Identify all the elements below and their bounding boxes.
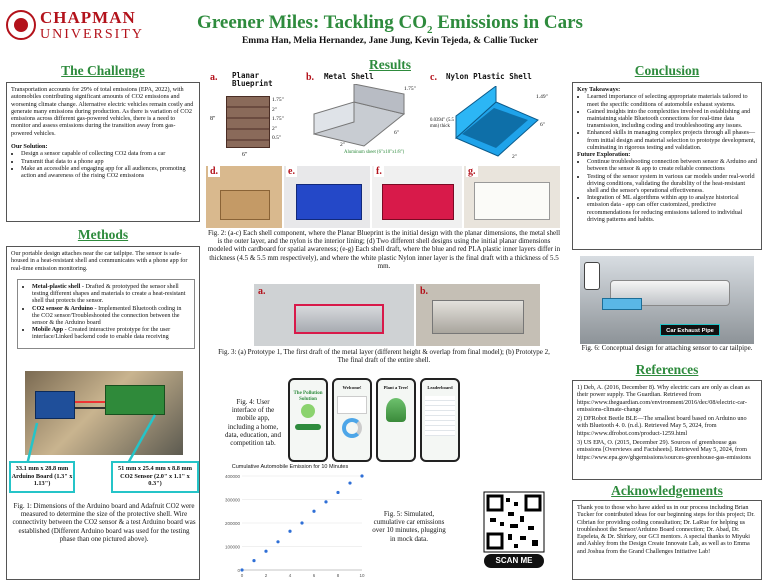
logo-line1: CHAPMAN xyxy=(40,8,136,27)
scan-me-button[interactable]: SCAN ME xyxy=(484,554,544,568)
future-list xyxy=(577,158,757,223)
methods-box xyxy=(6,246,200,580)
fig4-caption: Fig. 4: User interface of the mobile app, including a home, data, education, and competition tab. xyxy=(225,398,281,448)
x-tick-label: 6 xyxy=(312,573,316,578)
data-point xyxy=(288,530,291,533)
phone-title: Welcome! xyxy=(342,385,362,390)
app-screen-education xyxy=(376,378,416,462)
fig3-b-label: b. xyxy=(420,286,429,297)
sensor-dimension-label: 51 mm x 25.4 mm x 8.8 mm CO2 Sensor (2.0" x 1.1" x 0.3") xyxy=(111,461,199,493)
logo-line2: UNIVERSITY xyxy=(40,27,144,42)
fig5-caption: Fig. 5: Simulated, cumulative car emissions over 10 minutes, plugging in mock data. xyxy=(372,510,446,543)
data-point xyxy=(276,540,279,543)
data-point xyxy=(300,521,303,524)
methods-heading: Methods xyxy=(77,227,129,242)
conclusion-heading: Conclusion xyxy=(634,63,700,78)
future-item: • Integration of ML algorithms within app to analyze historical emission data - app can offer customized, predictive recommendations for reducing emissions tailored to individual driving patterns and habits. xyxy=(587,194,757,223)
emission-chart xyxy=(212,464,368,582)
data-point xyxy=(312,510,315,513)
future-item: • Continue troubleshooting connection between sensor & Arduino and between the sensor & app to create reliable connections xyxy=(587,158,757,172)
fig1-caption: Fig. 1: Dimensions of the Arduino board and Adafruit CO2 were measured to determine the size of the protective shell. Wire connectivity between the CO2 sensor & a test Arduino board was established (Different Arduino board was used for the testing phase than one pictured above). xyxy=(12,502,196,543)
solution-title: Our Solution: xyxy=(11,143,48,151)
qr-block[interactable] xyxy=(480,490,552,572)
metal-dim: 6" xyxy=(394,130,399,136)
fig2-caption: Fig. 2: (a-c) Each shell component, where the Planar Blueprint is the initial design with the planar dimensions, the metal shell is the outer layer, and the nylon is the interior lining; (d) Two different shell designs using the initial planar dimensions modeled with cardboard for spatial awareness; (e-g) Each shell draft, where the blue and red PLA plastic inner layers differ in thickness (4.5 & 5.5 mm respectively), and where the white plastic Nylon inner layer is the final draft with a thickness of 5.5 mm. xyxy=(207,229,561,270)
metal-dim: 1.75" xyxy=(404,86,416,92)
panel-e-blue-shell-photo xyxy=(284,166,370,228)
panel-f-red-shell-photo xyxy=(372,166,462,228)
panel-a-title: Planar Blueprint xyxy=(232,72,273,88)
app-screen-data xyxy=(332,378,372,462)
data-point xyxy=(336,491,339,494)
x-tick-label: 0 xyxy=(240,573,244,578)
phone-title: The Pollution Solution xyxy=(293,391,323,402)
panel-f-label: f. xyxy=(376,166,382,177)
acknowledgements-heading: Acknowledgements xyxy=(611,483,723,498)
poster-header xyxy=(0,0,768,54)
panel-a-blueprint xyxy=(208,72,300,164)
conclusion-box xyxy=(572,82,762,250)
results-heading: Results xyxy=(368,57,411,72)
challenge-body: Transportation accounts for 29% of total emissions (EPA, 2022), with automobiles contributing significant amounts of CO2 emissions and worsening climate change. Alternative electric vehicles remain costly and generate many emissions during production. As there is variation of CO2 emissions across different gas-powered vehicles, there is a need to monitor and assess emissions during the transition away from gas-powered vehicles. xyxy=(11,86,194,137)
panel-a-label: a. xyxy=(210,72,218,83)
x-tick-label: 8 xyxy=(336,573,340,578)
panel-d-cardboard-photo xyxy=(206,166,282,228)
metal-dim: 2" xyxy=(340,142,345,148)
panel-c-title: Nylon Plastic Shell xyxy=(446,72,532,81)
data-point xyxy=(252,559,255,562)
fig6-car-image xyxy=(580,256,754,344)
fig3-caption: Fig. 3: (a) Prototype 1, The first draft of the metal layer (different height & overlap from final model); (b) Prototype 2, The final draft of the entire shell. xyxy=(218,348,550,365)
chapman-logo xyxy=(6,8,144,48)
blueprint-shape xyxy=(226,96,270,148)
panel-g-white-shell-photo xyxy=(464,166,560,228)
poster-title: Greener Miles: Tackling $CO_2$ Emissions in Cars xyxy=(197,12,583,36)
app-screen-competition xyxy=(420,378,460,462)
panel-d-label: d. xyxy=(210,166,219,177)
y-tick-label: 0 xyxy=(237,567,240,573)
nylon-dim: 6" xyxy=(540,122,545,128)
key-title: Key Takeaways: xyxy=(577,86,621,93)
methods-intro: Our portable design attaches near the car tailpipe. The sensor is safe-housed in a heat-resistant shell and communicates with a phone app for real-time emission monitoring. xyxy=(11,250,188,272)
fig3-a-label: a. xyxy=(258,286,266,297)
nylon-note: 0.0394" (5.5 mm) thick xyxy=(430,118,454,129)
solution-item: • Transmit that data to a phone app xyxy=(21,158,195,165)
arduino-dimension-label: 33.1 mm x 28.8 mm Arduino Board (1.3" x 1.13") xyxy=(9,461,75,493)
panel-e-label: e. xyxy=(288,166,295,177)
fig3-prototype1-photo xyxy=(254,284,414,346)
panel-b-metal xyxy=(304,72,424,164)
poster-authors: Emma Han, Melia Hernandez, Jane Jung, Kevin Tejeda, & Callie Tucker xyxy=(241,36,539,46)
references-box xyxy=(572,380,762,480)
blueprint-width: 6" xyxy=(242,152,248,158)
fig6-caption: Fig. 6: Conceptual design for attaching sensor to car tailpipe. xyxy=(581,344,753,352)
solution-item: • Make an accessible and engaging app for all audiences, promoting action and awareness of the rising CO2 emissions xyxy=(21,165,195,179)
challenge-heading: The Challenge xyxy=(61,63,145,78)
data-point xyxy=(240,568,243,571)
x-tick-label: 2 xyxy=(264,573,268,578)
methods-item: • CO2 sensor & Arduino - Implemented Bluetooth coding in the CO2 sensor/Troubleshooted the connection between the sensor & the Arduino board xyxy=(32,305,190,327)
x-tick-label: 4 xyxy=(288,573,292,578)
metal-note: Aluminum sheet (6"x10"x1/8") xyxy=(344,150,405,155)
reference-item: 1) Deb, A. (2016, December 8). Why electric cars are only as clean as their power supply. The Guardian. Retrieved from https://www.theguardian.com/environment/2016/dec/08/electric-car-emissions-climate-change xyxy=(577,384,750,413)
panel-g-label: g. xyxy=(468,166,476,177)
panel-c-label: c. xyxy=(430,72,437,83)
fig3-prototype2-photo xyxy=(416,284,540,346)
reference-item: 3) US EPA, O. (2015, December 29). Sources of greenhouse gas emissions [Overviews and Factsheets]. Retrieved May 5, 2024, from https://www.epa.gov/ghgemissions/sources-greenhouse-gas-emissions xyxy=(577,439,751,461)
y-tick-label: 100000 xyxy=(224,544,240,550)
key-list xyxy=(577,93,757,151)
qr-code-icon[interactable] xyxy=(480,490,552,554)
key-item: • Learned importance of selecting appropriate materials tailored to meet the specific conditions of automobile exhaust systems. xyxy=(587,93,757,107)
reference-item: 2) DFRobot Beetle BLE—The smallest board based on Arduino uno with Bluetooth 4. 0. (n.d.). Retrieved May 5, 2024, from https://www.dfrobot.com/product-1259.html xyxy=(577,415,747,437)
y-tick-label: 300000 xyxy=(224,497,240,503)
y-tick-label: 200000 xyxy=(224,520,240,526)
phone-title: Leaderboard xyxy=(427,385,453,390)
methods-item: • Metal-plastic shell - Drafted & prototyped the sensor shell testing different shapes and materials to create a heat-resistant shell that protects the sensor. xyxy=(32,283,190,305)
methods-item: • Mobile App - Created interactive prototype for the user interface/Linked backend code to enable data receiving xyxy=(32,326,190,340)
app-screen-home xyxy=(288,378,328,462)
key-item: • Enhanced skills in managing complex projects through all phases—from initial design and material selection to prototype development, culminating in rigorous testing and validation. xyxy=(587,129,757,151)
blueprint-height: 8" xyxy=(210,116,216,122)
acknowledgements-box xyxy=(572,500,762,580)
data-point xyxy=(360,474,363,477)
phone-title: Plant a Tree! xyxy=(383,385,409,390)
future-title: Future Exploration: xyxy=(577,150,631,158)
challenge-box xyxy=(6,82,200,222)
data-point xyxy=(348,481,351,484)
future-item: • Testing of the sensor system in various car models under real-world driving conditions, validating the durability of the heat-resistant shell and the sensor's operational effectiveness. xyxy=(587,173,757,195)
nylon-dim: 1.49" xyxy=(536,94,548,100)
x-tick-label: 10 xyxy=(359,573,365,578)
panel-c-nylon xyxy=(428,72,562,164)
references-heading: References xyxy=(635,362,699,377)
data-point xyxy=(324,500,327,503)
solution-list xyxy=(11,150,195,179)
blueprint-dims: 1.75" 2" 1.75" 2" 0.5" xyxy=(272,97,284,141)
y-tick-label: 400000 xyxy=(224,473,240,479)
key-item: • Gained insights into the complexities involved in establishing and maintaining stable Bluetooth connections for real-time data transmission, including coding and troubleshooting any issues. xyxy=(587,108,757,130)
chart-plot xyxy=(212,472,368,582)
panel-b-title: Metal Shell xyxy=(324,72,374,81)
data-point xyxy=(264,550,267,553)
chart-title: Cumulative Automobile Emission for 10 Minutes xyxy=(231,464,349,470)
university-seal-icon xyxy=(6,10,36,40)
panel-b-label: b. xyxy=(306,72,315,83)
acknowledgements-body: Thank you to those who have aided us in our process including Brian Tucker for contributed ideas for our beginning steps for this project; Dr. Cibrian for providing coding consultation; Dr. LaRue for helping us troubleshoot the Sensor/Arduino Board connection; Dr. Abad, Dr. Espeleta, & Dr. Shirkey, our GCI mentors. A special thanks to Miyuki and Ashley from the Design Create Innovate Lab, as well as to Emma and Joshua from the Grand Challenges Initiative Lab! xyxy=(577,504,755,555)
car-exhaust-label: Car Exhaust Pipe xyxy=(660,324,720,336)
nylon-dim: 2" xyxy=(512,154,517,160)
solution-item: • Design a sensor capable of collecting CO2 data from a car xyxy=(21,150,195,157)
